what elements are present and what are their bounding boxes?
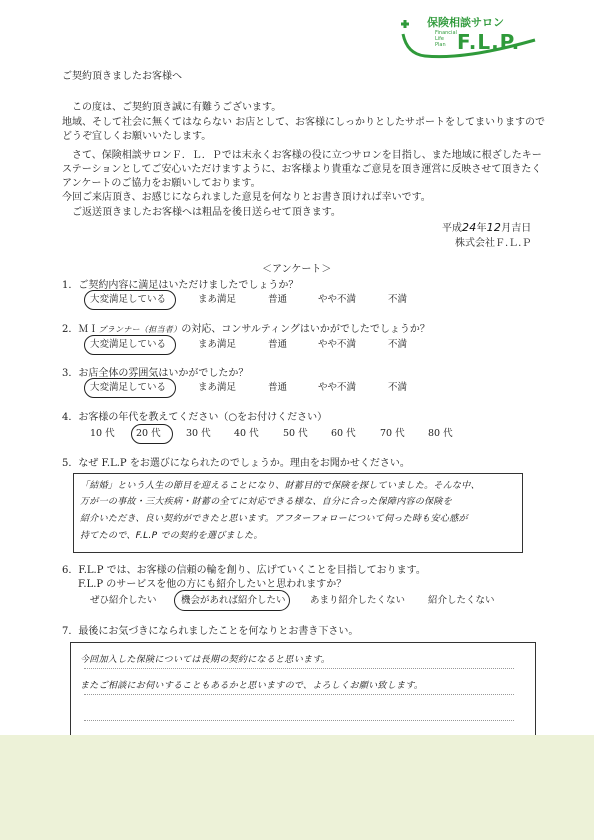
q2-option-very-satisfied[interactable]: 大変満足している: [90, 339, 167, 350]
q1-selected-circle: [84, 290, 176, 310]
q6-question-line2: F.L.P のサービスを他の方にも紹介したいと思われますか？: [78, 579, 347, 590]
q3-question: 3．お店全体の雰囲気はいかがでしたか？: [62, 368, 249, 379]
q6-option-not-much[interactable]: あまり紹介したくない: [310, 595, 406, 606]
q6-option-definitely[interactable]: ぜひ紹介したい: [90, 595, 157, 606]
q5-answer-line: 紹介いただき、良い契約ができたと思います。アフターフォローについて伺った時も安心感が: [80, 514, 468, 524]
q6-option-no[interactable]: 紹介したくない: [428, 595, 495, 606]
logo-sub-financial: Financial: [435, 30, 457, 36]
letter-paragraph: 今回ご来店頂き、お感じになられました意見を何なりとお書き頂ければ幸いです。: [62, 192, 431, 203]
company-logo: [395, 10, 545, 65]
q2-question-suffix: の対応、コンサルティングはいかがでしたでしょうか？: [181, 324, 430, 335]
q4-option-50s[interactable]: 50 代: [283, 428, 308, 439]
logo-sub-plan: Plan: [435, 42, 446, 48]
q4-option-10s[interactable]: 10 代: [90, 428, 115, 439]
q1-option-somewhat[interactable]: まあ満足: [198, 294, 237, 305]
q1-question: 1．ご契約内容に満足はいただけましたでしょうか？: [62, 280, 299, 291]
q7-ruled-line: [84, 694, 514, 695]
q5-answer-line: 万が一の事故・三大疾病・財蓄の全てに対応できる様な、自分に合った保障内容の保険を: [80, 497, 453, 507]
date-month: 12: [486, 221, 502, 234]
q2-option-slightly-dissatisfied[interactable]: やや不満: [318, 339, 357, 350]
letter-paragraph: ステーションとしてご安心いただけますように、お客様より貴重なご意見を頂き運営に反映させて頂きたく: [62, 164, 542, 175]
q4-question: 4．お客様の年代を教えてください（○をお付けください）: [62, 412, 328, 423]
letter-paragraph: さて、保険相談サロンＦ．Ｌ．Ｐでは末永くお客様の役に立つサロンを目指し、また地域に根ざしたキー: [72, 150, 542, 161]
letter-paragraph: どうぞ宜しくお願いいたします。: [62, 131, 212, 142]
q7-ruled-line: [84, 668, 514, 669]
q4-option-70s[interactable]: 70 代: [380, 428, 405, 439]
q7-question: 7．最後にお気づきになられましたことを何なりとお書き下さい。: [62, 626, 359, 637]
q3-option-somewhat[interactable]: まあ満足: [198, 382, 237, 393]
q1-option-very-satisfied[interactable]: 大変満足している: [90, 294, 167, 305]
q6-question-line1: 6．F.L.P では、お客様の信頼の輪を創り、広げていくことを目指しております。: [62, 565, 426, 576]
q3-option-neutral[interactable]: 普通: [268, 382, 288, 393]
q6-option-if-opportunity[interactable]: 機会があれば紹介したい: [181, 595, 286, 606]
q3-option-slightly-dissatisfied[interactable]: やや不満: [318, 382, 357, 393]
logo-sub-life: Life: [435, 36, 445, 42]
q2-question-handwritten: プランナー（担当者）: [98, 325, 182, 334]
q1-option-dissatisfied[interactable]: 不満: [388, 294, 408, 305]
q1-option-slightly-dissatisfied[interactable]: やや不満: [318, 294, 357, 305]
q1-option-neutral[interactable]: 普通: [268, 294, 288, 305]
q4-option-20s[interactable]: 20 代: [136, 428, 161, 439]
survey-title: ＜アンケート＞: [262, 264, 332, 275]
salutation: ご契約頂きましたお客様へ: [62, 71, 182, 82]
q2-option-neutral[interactable]: 普通: [268, 339, 288, 350]
q5-answer-line: 「結婚」という人生の節目を迎えることになり、財蓄目的で保険を探していました。そんな中、: [80, 481, 480, 491]
q2-question-prefix: 2．ＭＩ: [62, 324, 99, 335]
logo-name-jp: 保険相談サロン: [427, 16, 504, 29]
letter-paragraph: 地域、そして社会に無くてはならない お店として、お客様にしっかりとしたサポートをしてまいりますので: [62, 117, 545, 128]
letter-date: [442, 221, 531, 235]
q7-ruled-line: [84, 720, 514, 721]
q6-selected-circle: [174, 590, 290, 611]
date-year: 24: [462, 221, 477, 234]
footer-band: [0, 735, 594, 840]
letter-paragraph: アンケートのご協力をお願いしております。: [62, 178, 261, 189]
q3-option-dissatisfied[interactable]: 不満: [388, 382, 408, 393]
q4-option-30s[interactable]: 30 代: [186, 428, 211, 439]
q4-option-60s[interactable]: 60 代: [331, 428, 356, 439]
q5-answer-line: 持てたので、F.L.P での契約を選びました。: [80, 531, 263, 541]
q5-question: 5．なぜ F.L.P をお選びになられたのでしょうか。理由をお聞かせください。: [62, 458, 410, 469]
q4-option-40s[interactable]: 40 代: [234, 428, 259, 439]
q7-answer-line: 今回加入した保険については長期の契約になると思います。: [80, 655, 331, 665]
letter-paragraph: この度は、ご契約頂き誠に有難うございます。: [72, 102, 282, 113]
q3-option-very-satisfied[interactable]: 大変満足している: [90, 382, 167, 393]
q2-option-somewhat[interactable]: まあ満足: [198, 339, 237, 350]
q2-selected-circle: [84, 335, 176, 355]
logo-mark: F.L.P.: [457, 30, 521, 54]
q3-selected-circle: [84, 378, 176, 398]
date-month-unit: 月吉日: [501, 223, 532, 234]
q2-option-dissatisfied[interactable]: 不満: [388, 339, 408, 350]
letter-paragraph: ご返送頂きましたお客様へは粗品を後日送らせて頂きます。: [72, 207, 341, 218]
q7-answer-line: またご相談にお伺いすることもあるかと思いますので、よろしくお願い致します。: [80, 681, 424, 691]
q4-option-80s[interactable]: 80 代: [428, 428, 453, 439]
date-year-unit: 年: [476, 223, 487, 234]
date-prefix: 平成: [442, 223, 462, 234]
q4-selected-circle: [131, 424, 173, 444]
company-name: 株式会社Ｆ.Ｌ.Ｐ: [455, 238, 532, 249]
